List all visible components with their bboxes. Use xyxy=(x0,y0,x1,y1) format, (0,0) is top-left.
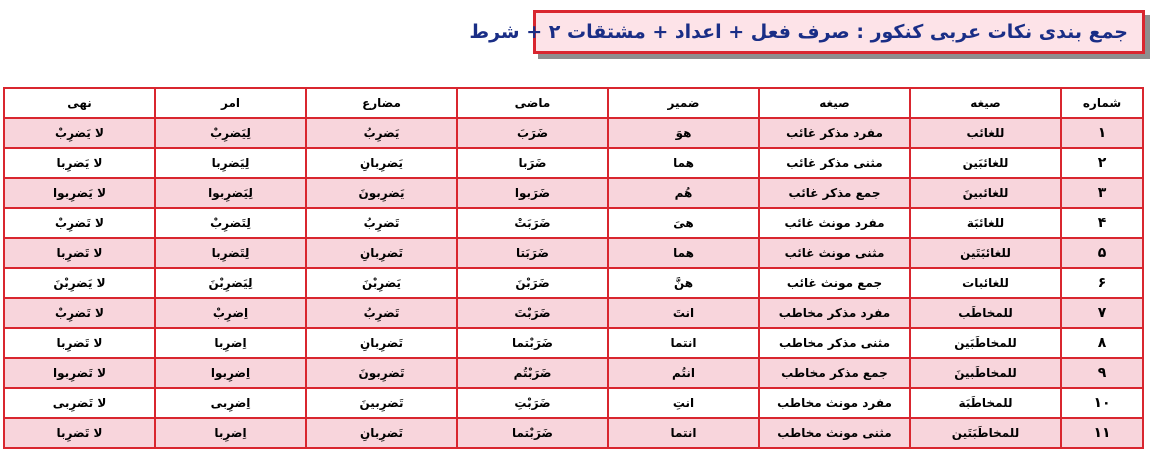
table-row xyxy=(5,389,1144,419)
conjugation-table-container xyxy=(3,87,1143,449)
cell-pronoun: انتَ xyxy=(609,299,760,329)
table-row xyxy=(5,269,1144,299)
header-prohibition: نهی xyxy=(5,89,156,119)
cell-present: تَضرِبانِ xyxy=(307,239,458,269)
cell-pronoun: انتُم xyxy=(609,359,760,389)
table-row xyxy=(5,149,1144,179)
cell-number: ۲ xyxy=(1062,149,1144,179)
cell-number: ۱۱ xyxy=(1062,419,1144,449)
cell-present: یَضرِبْنَ xyxy=(307,269,458,299)
cell-present: تَضرِبونَ xyxy=(307,359,458,389)
cell-form-name: للغائب xyxy=(911,119,1062,149)
cell-form-type: مثنی مذکر غائب xyxy=(760,149,911,179)
cell-form-name: للمخاطَبینَ xyxy=(911,359,1062,389)
table-row xyxy=(5,359,1144,389)
cell-form-name: للمخاطَبَین xyxy=(911,329,1062,359)
table-row xyxy=(5,299,1144,329)
cell-form-name: للغائبات xyxy=(911,269,1062,299)
cell-form-type: مفرد مونث غائب xyxy=(760,209,911,239)
cell-present: یَضرِبُ xyxy=(307,119,458,149)
cell-number: ۳ xyxy=(1062,179,1144,209)
cell-form-type: مفرد مونث مخاطب xyxy=(760,389,911,419)
cell-prohibition: لا تَضرِبْ xyxy=(5,299,156,329)
cell-form-name: للغائبَتَین xyxy=(911,239,1062,269)
cell-prohibition: لا یَضرِبا xyxy=(5,149,156,179)
conjugation-table xyxy=(3,87,1144,449)
header-past: ماضی xyxy=(458,89,609,119)
cell-imperative: اِضرِبا xyxy=(156,419,307,449)
cell-pronoun: انتما xyxy=(609,419,760,449)
cell-pronoun: هما xyxy=(609,239,760,269)
cell-number: ۶ xyxy=(1062,269,1144,299)
table-row xyxy=(5,419,1144,449)
cell-present: تَضرِبانِ xyxy=(307,329,458,359)
cell-imperative: اِضرِبوا xyxy=(156,359,307,389)
cell-past: ضَرَبْتما xyxy=(458,419,609,449)
header-number: شماره xyxy=(1062,89,1144,119)
table-body xyxy=(5,119,1144,449)
cell-past: ضَرَبوا xyxy=(458,179,609,209)
table-row xyxy=(5,329,1144,359)
cell-imperative: اِضرِبْ xyxy=(156,299,307,329)
cell-number: ۷ xyxy=(1062,299,1144,329)
cell-past: ضَرَبْتَ xyxy=(458,299,609,329)
table-row xyxy=(5,209,1144,239)
cell-form-type: مثنی مونث مخاطب xyxy=(760,419,911,449)
cell-form-type: مفرد مذکر غائب xyxy=(760,119,911,149)
header-present: مضارع xyxy=(307,89,458,119)
cell-past: ضَرَبْتما xyxy=(458,329,609,359)
cell-pronoun: هنَّ xyxy=(609,269,760,299)
cell-prohibition: لا تَضرِبا xyxy=(5,239,156,269)
cell-prohibition: لا یَضرِبْ xyxy=(5,119,156,149)
header-form-type: صیغه xyxy=(760,89,911,119)
cell-present: تَضرِبُ xyxy=(307,299,458,329)
cell-form-name: للمخاطَبَة xyxy=(911,389,1062,419)
cell-present: تَضرِبُ xyxy=(307,209,458,239)
header-pronoun: ضمیر xyxy=(609,89,760,119)
cell-imperative: لِیَضرِبْنَ xyxy=(156,269,307,299)
cell-number: ۸ xyxy=(1062,329,1144,359)
cell-form-type: جمع مونث غائب xyxy=(760,269,911,299)
cell-imperative: لِیَضرِبوا xyxy=(156,179,307,209)
table-row xyxy=(5,239,1144,269)
cell-form-type: مثنی مونث غائب xyxy=(760,239,911,269)
cell-form-name: للغائبَین xyxy=(911,149,1062,179)
header-imperative: امر xyxy=(156,89,307,119)
header-form-name: صیغه xyxy=(911,89,1062,119)
cell-prohibition: لا تَضرِبوا xyxy=(5,359,156,389)
cell-pronoun: هیَ xyxy=(609,209,760,239)
page-title: جمع بندی نکات عربی کنکور : صرف فعل + اعداد + مشتقات ۲ + شرط xyxy=(469,21,1128,43)
cell-prohibition: لا تَضرِبْ xyxy=(5,209,156,239)
cell-present: یَضرِبونَ xyxy=(307,179,458,209)
cell-prohibition: لا یَضرِبْنَ xyxy=(5,269,156,299)
cell-imperative: لِتَضرِبْ xyxy=(156,209,307,239)
cell-form-type: جمع مذکر غائب xyxy=(760,179,911,209)
cell-past: ضَرَبَ xyxy=(458,119,609,149)
cell-present: تَضرِبینَ xyxy=(307,389,458,419)
cell-past: ضَرَبْنَ xyxy=(458,269,609,299)
cell-number: ۱۰ xyxy=(1062,389,1144,419)
cell-imperative: لِتَضرِبا xyxy=(156,239,307,269)
cell-form-name: للمخاطَب xyxy=(911,299,1062,329)
table-row xyxy=(5,119,1144,149)
table-row xyxy=(5,179,1144,209)
cell-imperative: لِیَضرِبا xyxy=(156,149,307,179)
cell-pronoun: انتما xyxy=(609,329,760,359)
cell-form-type: مثنی مذکر مخاطب xyxy=(760,329,911,359)
cell-number: ۵ xyxy=(1062,239,1144,269)
cell-past: ضَرَبا xyxy=(458,149,609,179)
cell-prohibition: لا تَضرِبا xyxy=(5,329,156,359)
table-header-row xyxy=(5,89,1144,119)
cell-pronoun: هما xyxy=(609,149,760,179)
cell-present: تَضرِبانِ xyxy=(307,419,458,449)
cell-pronoun: هوَ xyxy=(609,119,760,149)
cell-imperative: لِیَضرِبْ xyxy=(156,119,307,149)
cell-form-type: جمع مذکر مخاطب xyxy=(760,359,911,389)
cell-past: ضَرَبْتِ xyxy=(458,389,609,419)
cell-number: ۹ xyxy=(1062,359,1144,389)
cell-prohibition: لا تَضرِبا xyxy=(5,419,156,449)
cell-prohibition: لا یَضرِبوا xyxy=(5,179,156,209)
cell-imperative: اِضرِبا xyxy=(156,329,307,359)
cell-form-type: مفرد مذکر مخاطب xyxy=(760,299,911,329)
cell-past: ضَرَبَتا xyxy=(458,239,609,269)
cell-form-name: للمخاطَبَتَین xyxy=(911,419,1062,449)
cell-number: ۱ xyxy=(1062,119,1144,149)
cell-past: ضَرَبْتُم xyxy=(458,359,609,389)
cell-form-name: للغائبَة xyxy=(911,209,1062,239)
cell-present: یَضرِبانِ xyxy=(307,149,458,179)
cell-past: ضَرَبَتْ xyxy=(458,209,609,239)
cell-imperative: اِضرِبی xyxy=(156,389,307,419)
cell-form-name: للغائبینَ xyxy=(911,179,1062,209)
cell-prohibition: لا تَضرِبی xyxy=(5,389,156,419)
cell-pronoun: هُم xyxy=(609,179,760,209)
title-banner xyxy=(469,10,1145,54)
cell-pronoun: انتِ xyxy=(609,389,760,419)
cell-number: ۴ xyxy=(1062,209,1144,239)
